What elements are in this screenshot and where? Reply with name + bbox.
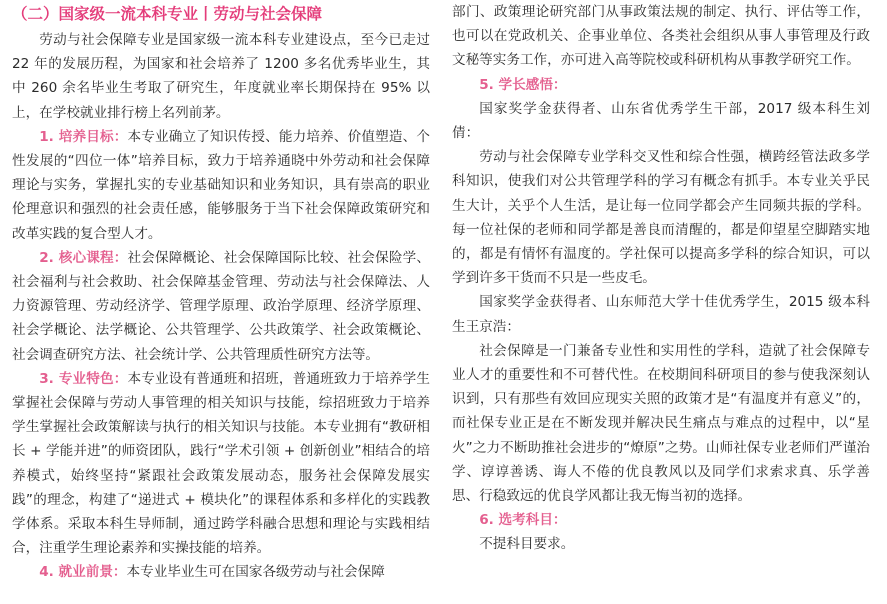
- subjects-text: 不提科目要求。: [479, 536, 575, 553]
- person2-intro: 国家奖学金获得者、山东师范大学十佳优秀学生，2015 级本科生王京浩：: [452, 294, 870, 335]
- subjects-heading-line: [452, 508, 870, 532]
- impressions-heading: 5. 学长感悟：: [479, 76, 567, 93]
- section-title: （二）国家级一流本科专业丨劳动与社会保障: [12, 5, 323, 23]
- features-text: 本专业设有普通班和招班，普通班致力于培养学生掌握社会保障与劳动人事管理的相关知识与技能，综招班致力于培养学生掌握社会政策解读与执行的相关知识与技能。本专业拥有“教研相长 + 学能并进”的师资团队，践行“学术引领 + 创新创业”相结合的培养模式，始终坚持“紧跟社会政策发展动态，服务社会保障发展实践”的理念，构建了“递进式 + 模块化”的课程体系和多样化的实践教学体系。采取本科生导师制，通过跨学科融合思想和理论与实践相结合，注重学生理论素养和实操技能的培养。: [12, 370, 431, 557]
- courses-heading: 2. 核心课程：: [39, 249, 128, 266]
- right-column: [452, 0, 870, 557]
- goal-paragraph: [12, 125, 430, 246]
- impressions-heading-line: [452, 73, 870, 97]
- courses-text: 社会保障概论、社会保障国际比较、社会保险学、社会福利与社会救助、社会保障基金管理、劳动法与社会保障法、人力资源管理、劳动经济学、管理学原理、政治学原理、经济学原理、社会学概论、法学概论、公共管理学、公共政策学、社会政策概论、社会调查研究方法、社会统计学、公共管理质性研究方法等。: [12, 249, 431, 363]
- features-heading: 3. 专业特色：: [39, 370, 128, 387]
- prospects-paragraph: [12, 560, 430, 584]
- subjects-heading: 6. 选考科目：: [479, 512, 567, 529]
- prospects-continued: 部门、政策理论研究部门从事政策法规的制定、执行、评估等工作，也可以在党政机关、企事业单位、各类社会组织从事人事管理及行政文秘等实务工作，亦可进入高等院校或科研机构从事教学研究工作。: [452, 4, 870, 69]
- prospects-heading: 4. 就业前景：: [39, 564, 127, 581]
- intro-paragraph: 劳动与社会保障专业是国家级一流本科专业建设点，至今已走过 22 年的发展历程，为国家和社会培养了 1200 多名优秀毕业生，其中 260 余名毕业生考取了研究生，年度就业率长期保持在 95% 以上，在学校就业排行榜上名列前茅。: [12, 32, 430, 121]
- person1-text: 劳动与社会保障专业学科交叉性和综合性强，横跨经管法政多学科知识，使我们对公共管理学科的学习有概念有抓手。本专业关乎民生大计，关乎个人生活，是让每一位同学都会产生同频共振的学科。每一位社保的老师和同学都是善良而清醒的，都是仰望星空脚踏实地的，都是有情怀有温度的。学社保可以提高多学科的综合知识，可以学到许多干货而不只是一些皮毛。: [452, 149, 870, 287]
- goal-text: 本专业确立了知识传授、能力培养、价值塑造、个性发展的“四位一体”培养目标，致力于培养通晓中外劳动和社会保障理论与实务，掌握扎实的专业基础知识和业务知识，具有崇高的职业伦理意识和强烈的社会责任感，能够服务于当下社会保障政策研究和改革实践的复合型人才。: [12, 128, 431, 242]
- goal-heading: 1. 培养目标：: [39, 128, 128, 145]
- features-paragraph: [12, 367, 430, 561]
- person2-text: 社会保障是一门兼备专业性和实用性的学科，造就了社会保障专业人才的重要性和不可替代性。在校期间科研项目的参与使我深刻认识到，只有那些有效回应现实关照的政策才是“有温度并有意义”的，而社保专业正是在不断发现并解决民生痛点与难点的过程中，以“星火”之力不断助推社会进步的“燎原”之势。山师社保专业老师们严谨治学、谆谆善诱、诲人不倦的优良教风以及同学们求索求真、乐学善思、行稳致远的优良学风都让我无悔当初的选择。: [452, 342, 870, 505]
- person1-intro: 国家奖学金获得者、山东省优秀学生干部，2017 级本科生刘倩：: [452, 100, 870, 142]
- prospects-text-left: 本专业毕业生可在国家各级劳动与社会保障: [126, 564, 385, 581]
- left-column: [12, 0, 430, 585]
- courses-paragraph: [12, 246, 430, 367]
